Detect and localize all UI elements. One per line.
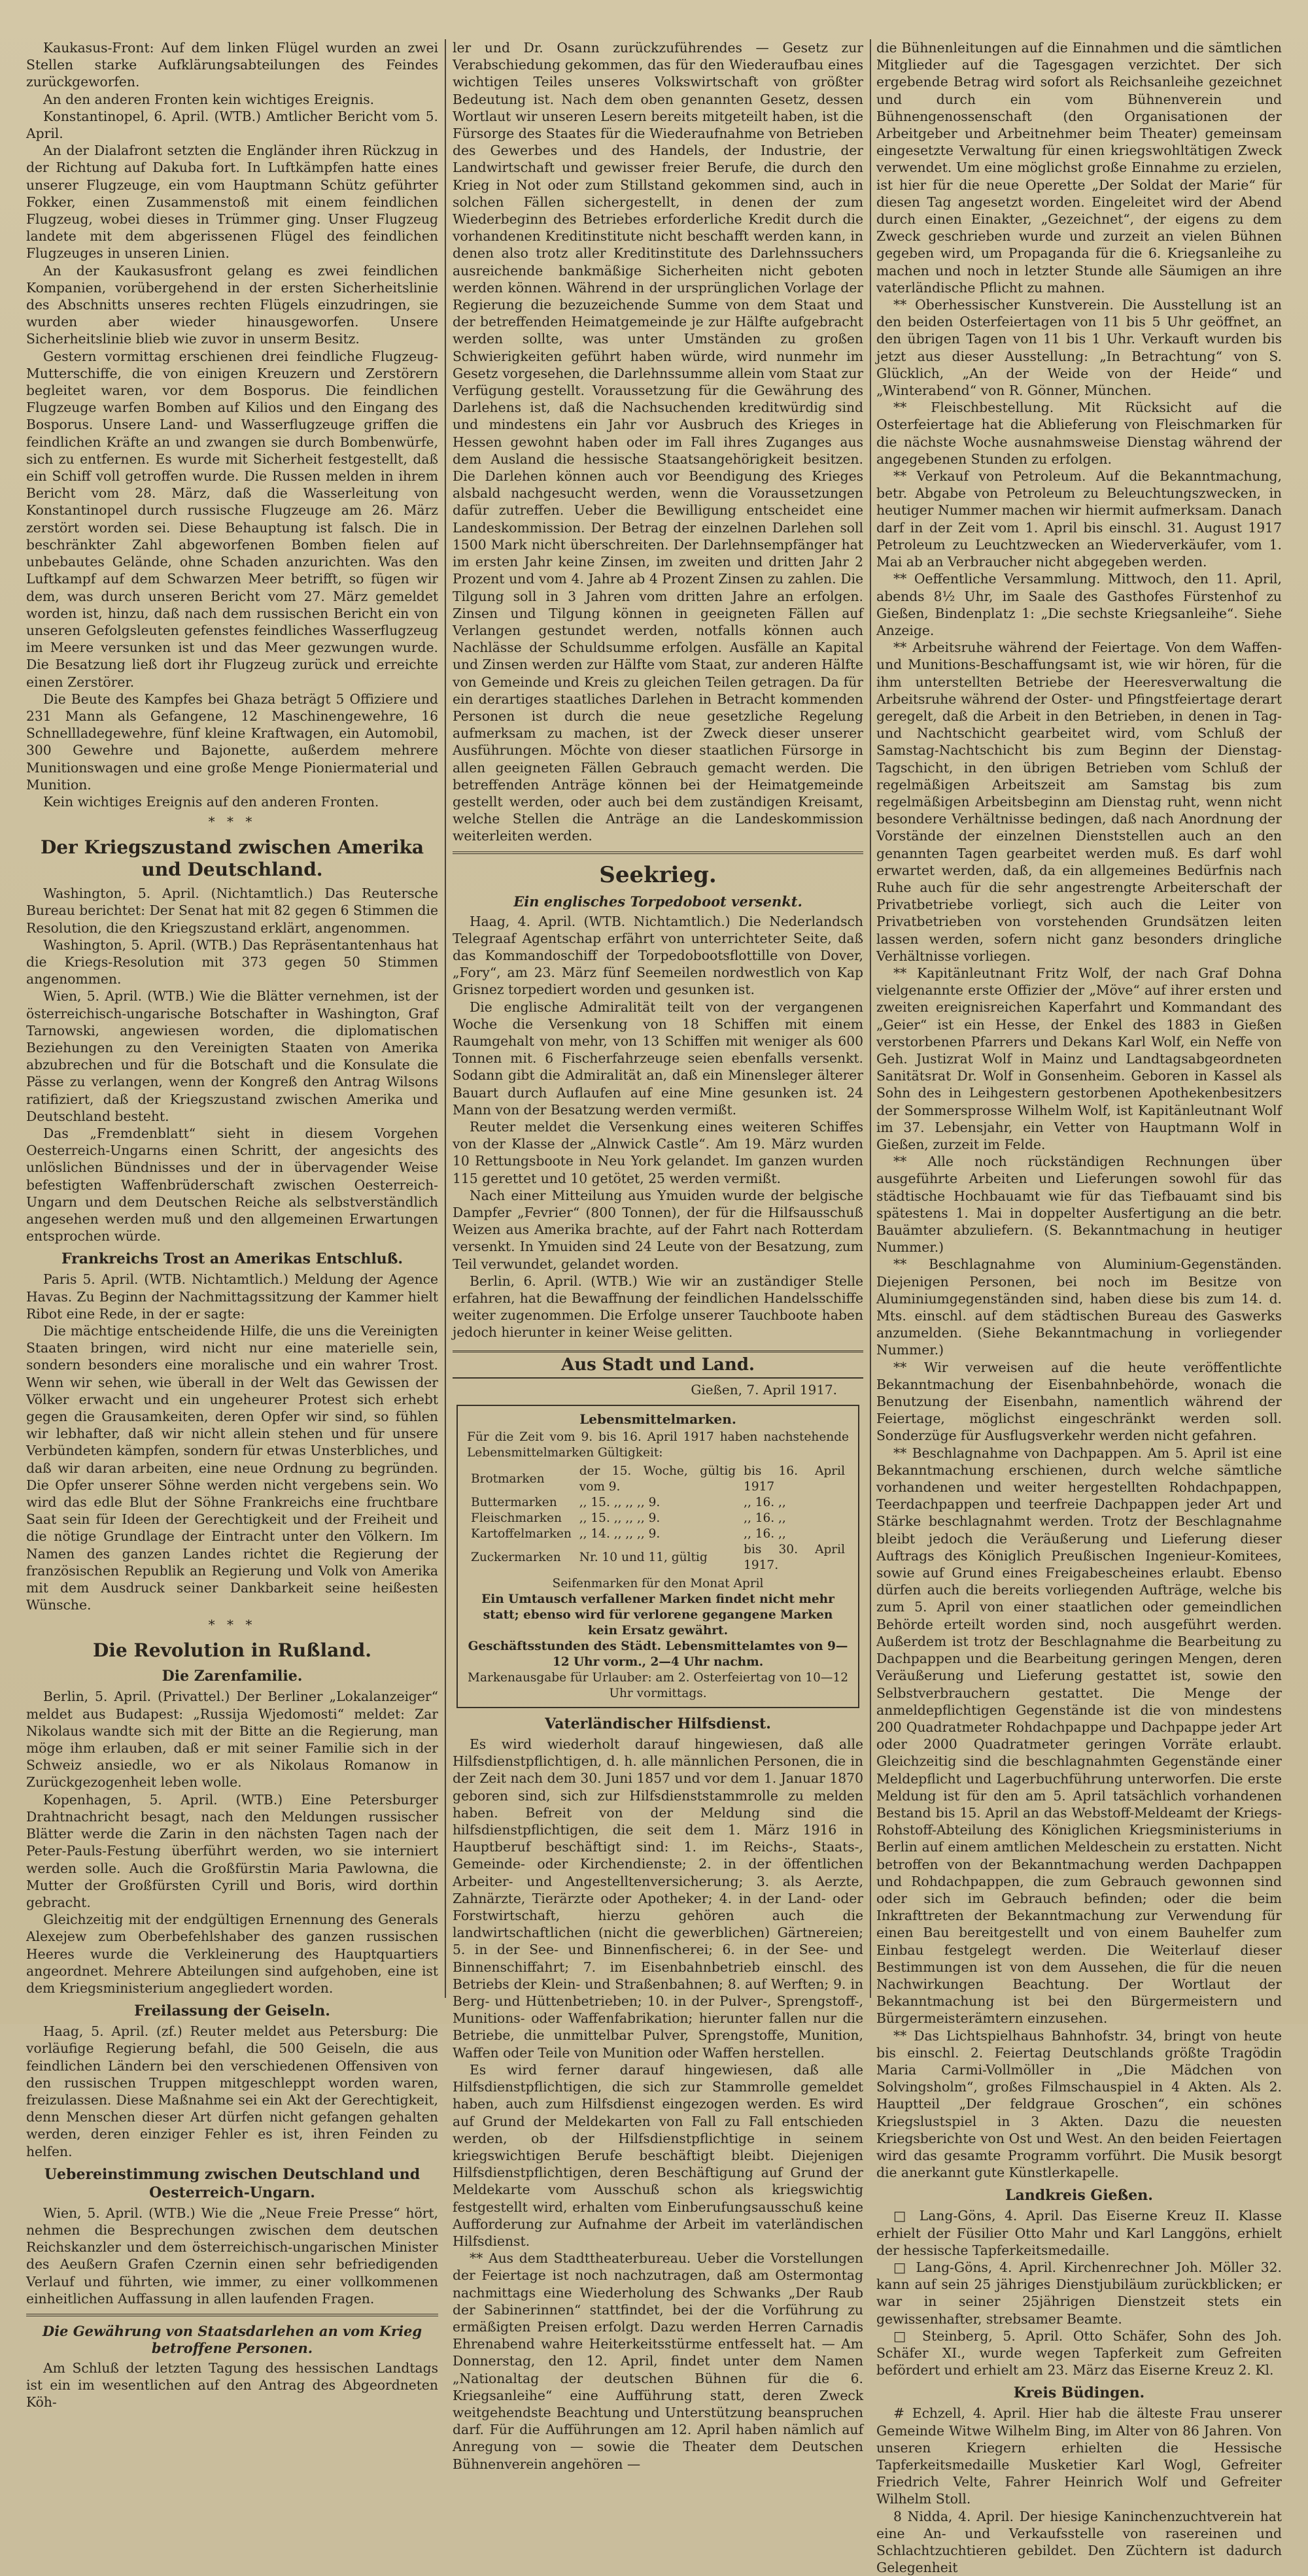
paragraph: Die mächtige entscheidende Hilfe, die uns die Vereinigten Staaten bringen, wird nicht nur eine materielle sein, sondern besonders eine moralische und ein wahrer Trost. Wenn wir sehen, wie überall in der Welt das Gewissen der Völker erwacht und ein ungeheurer Protest sich erhebt gegen die Grausamkeiten, deren Opfer wir sind, so fühlen wir lebhafter, daß wir nicht allein stehen und für unsere Verbündeten kämpfen, sondern für etwas Unsterbliches, und daß wir daran arbeiten, eine neue Ordnung zu begründen. Die Opfer unserer Söhne werden nicht vergebens sein. Wo wird das edle Blut der Söhne Frankreichs eine fruchtbare Saat sein für Ideen der Gerechtigkeit und der Freiheit und die nötige Grundlage der Eintracht unter den Völkern. Im Namen des ganzen Landes richtet die Regierung der französischen Republik an Regierung und Volk von Amerika mit dem Ausdruck seiner Dankbarkeit seine heißesten Wünsche. (26, 1323, 438, 1613)
sub-headline: Frankreichs Trost an Amerikas Entschluß. (61, 1250, 404, 1268)
paragraph: ** Fleischbestellung. Mit Rücksicht auf die Osterfeiertage hat die Ablieferung von Fleischmarken für die nächste Woche ausnahmsweise Dienstag während der angegebenen Stunden zu erfolgen. (876, 400, 1282, 467)
column-1 (26, 39, 438, 2411)
table-cell: bis 16. April 1917 (744, 1464, 845, 1494)
divider (453, 851, 863, 854)
paragraph: □ Lang-Göns, 4. April. Kirchenrechner Joh. Möller 32. kann auf sein 25 jähriges Dienstjubiläum zurückblicken; er war in seiner 25jährigen Dienstzeit stets ein gewissenhafter, strebsamer Beamte. (876, 2259, 1282, 2327)
paragraph: ** Alle noch rückständigen Rechnungen über ausgeführte Arbeiten und Lieferungen sowohl für das städtische Hochbauamt wie für das Tiefbauamt sind bis spätestens 1. Mai in doppelter Ausfertigung an die betr. Bauämter abzuliefern. (S. Bekanntmachung in heutiger Nummer.) (876, 1154, 1282, 1256)
paragraph: ** Kapitänleutnant Fritz Wolf, der nach Graf Dohna vielgenannte erste Offizier der „Möve“ auf ihrer ersten und zweiten ereignisreichen Kaperfahrt und Kommandant des „Geier“ ist ein Hesse, der Enkel des 1883 in Gießen verstorbenen Pfarrers und Dekans Karl Wolf, ein Neffe von Geh. Justizrat Wolf in Mainz und Landtagsabgeordneten Sanitätsrat Dr. Wolf in Gonsenheim. Geboren in Kassel als Sohn des in Leihgestern gestorbenen Apothekenbesitzers der Sommersprosse Wilhelm Wolf, ist Kapitänleutnant Wolf im 37. Lebensjahr, ein Vetter von Hauptmann Wolf in Gießen, zurzeit im Felde. (876, 965, 1282, 1152)
paragraph: □ Steinberg, 5. April. Otto Schäfer, Sohn des Joh. Schäfer XI., wurde wegen Tapferkeit zum Gefreiten befördert und erhielt am 23. März das Eiserne Kreuz 2. Kl. (876, 2327, 1282, 2379)
paragraph: Paris 5. April. (WTB. Nichtamtlich.) Meldung der Agence Havas. Zu Beginn der Nachmittagssitzung der Kammer hielt Ribot eine Rede, in der er sagte: (26, 1271, 438, 1322)
paragraph: ** Verkauf von Petroleum. Auf die Bekanntmachung, betr. Abgabe von Petroleum zu Beleuchtungszwecken, in heutiger Nummer machen wir hiermit aufmerksam. Danach darf in der Zeit vom 1. April bis einschl. 31. August 1917 Petroleum zu Leuchtzwecken an Wiederverkäufer, vom 1. Mai ab an Verbraucher nicht abgegeben werden. (876, 468, 1282, 570)
paragraph: 8 Nidda, 4. April. Der hiesige Kaninchenzuchtverein hat eine An- und Verkaufsstelle von rasereinen und Schlachtzuchtieren gebildet. Den Züchtern ist dadurch Gelegenheit (876, 2508, 1282, 2576)
sub-headline: Die Zarenfamilie. (162, 1668, 303, 1685)
paragraph: Reuter meldet die Versenkung eines weiteren Schiffes von der Klasse der „Alnwick Castle“. Am 19. März wurden 10 Rettungsboote in Neu York gelandet. Im ganzen wurden 115 gerettet und 10 getötet, 25 werden vermißt. (453, 1118, 863, 1186)
paragraph: Kaukasus-Front: Auf dem linken Flügel wurden an zwei Stellen starke Aufklärungsabteilungen des Feindes zurückgeworfen. (26, 40, 438, 90)
table-cell: Zuckermarken (471, 1551, 561, 1565)
table-cell: Nr. 10 und 11, gültig (579, 1551, 708, 1565)
table-row (467, 1464, 849, 1495)
paragraph: Es wird wiederholt darauf hingewiesen, daß alle Hilfsdienstpflichtigen, d. h. alle männlichen Personen, die in der Zeit nach dem 30. Juni 1857 und vor dem 1. Januar 1870 geboren sind, sich zur Hilfsdienststammrolle zu melden haben. Befreit von der Meldung sind die hilfsdienstpflichtigen, die seit dem 1. März 1916 in Hauptberuf beschäftigt sind: 1. im Reichs-, Staats-, Gemeinde- oder Kirchendienste; 2. in der öffentlichen Arbeiter- und Angestelltenversicherung; 3. als Aerzte, Zahnärzte, Tierärzte oder Apotheker; 4. in der Land- oder Forstwirtschaft, hierzu gehören auch die landwirtschaftlichen (nicht die gewerblichen) Gärtnereien; 5. in der See- und Binnenfischerei; 6. in der See- und Binnenschiffahrt; 7. im Eisenbahnbetrieb einschl. des Betriebs der Klein- und Straßenbahnen; 8. auf Werften; 9. in Berg- und Hüttenbetrieben; 10. in der Pulver-, Sprengstoff-, Munitions- oder Waffenfabrikation; hierunter fallen nur die Betriebe, die unmittelbar Pulver, Sprengstoffe, Munition, Waffen oder Teile von Munition oder Waffen herstellen. (453, 1736, 863, 2061)
paragraph: ** Arbeitsruhe während der Feiertage. Von dem Waffen- und Munitions-Beschaffungsamt ist, wie wir hören, für die ihm unterstellten Betriebe der Heeresverwaltung die Arbeitsruhe während der Oster- und Pfingstfeiertage derart geregelt, daß die Arbeit in den Betrieben, in denen in Tag- und Nachtschicht gearbeitet wird, vom Schluß der Samstag-Nachtschicht bis zum Beginn der Dienstag-Tagschicht, in den übrigen Betrieben vom Schluß der regelmäßigen Arbeitszeit am Samstag bis zum regelmäßigen Arbeitsbeginn am Dienstag ruht, wenn nicht besondere Verhältnisse bedingen, daß nach Anordnung der Vorstände der einzelnen Dienststellen auch an den genannten Tagen gearbeitet werden muß. Es darf wohl erwartet werden, daß, da ein allgemeines Bedürfnis nach Ruhe auch für die sehr angestrengte Arbeiterschaft der Privatbetriebe vorliegt, sich auch die Leiter von Privatbetrieben von vorstehenden Grundsätzen leiten lassen werden, sofern nicht ganz besonders dringliche Verhältnisse vorliegen. (876, 640, 1282, 964)
paragraph: # Echzell, 4. April. Hier hab die älteste Frau unserer Gemeinde Witwe Wilhelm Bing, im Alter von 86 Jahren. Von unseren Kriegern erhielten die Hessische Tapferkeitsmedaille Musketier Karl Wogl, Gefreiter Friedrich Velte, Fahrer Heinrich Wolf und Gefreiter Wilhelm Stoll. (876, 2405, 1282, 2507)
paragraph: Wien, 5. April. (WTB.) Wie die „Neue Freie Presse“ hört, nehmen die Besprechungen zwischen dem deutschen Reichskanzler und dem österreichisch-ungarischen Minister des Aeußern Grafen Czernin einen sehr befriedigenden Verlauf und führten, wie immer, zu einer vollkommenen einheitlichen Auffassung in allen laufenden Fragen. (26, 2205, 438, 2307)
notice-title: Lebensmittelmarken. (579, 1411, 736, 1428)
paragraph: Berlin, 6. April. (WTB.) Wie wir an zuständiger Stelle erfahren, hat die Bewaffnung der feindlichen Handelsschiffe weiter zugenommen. Die Erfolge unserer Tauchboote haben jedoch hierunter in keiner Weise gelitten. (453, 1273, 863, 1341)
notice-text: Seifenmarken für den Monat April (552, 1577, 764, 1591)
paragraph: Die Beute des Kampfes bei Ghaza beträgt 5 Offiziere und 231 Mann als Gefangene, 12 Maschinengewehre, 16 Schnellladegewehre, fünf kleine Kraftwagen, ein Automobil, 300 Gewehre und Bajonette, außerdem mehrere Munitionswagen und eine große Menge Pioniermaterial und Munition. (26, 691, 438, 793)
table-cell: ,, 16. ,, (744, 1511, 786, 1526)
table-cell: der 15. Woche, gültig vom 9. (579, 1464, 736, 1494)
article-headline: Der Kriegszustand zwischen Amerika und Deutschland. (40, 836, 424, 881)
paragraph: Nach einer Mitteilung aus Ymuiden wurde der belgische Dampfer „Fevrier“ (800 Tonnen), der für die Hilfsausschuß Weizen aus Amerika brachte, auf der Fahrt nach Rotterdam versenkt. In Ymuiden sind 24 Leute von der Besatzung, zum Teil verwundet, gelandet worden. (453, 1187, 863, 1272)
marken-table (467, 1464, 849, 1573)
paragraph: ** Beschlagnahme von Aluminium-Gegenständen. Diejenigen Personen, bei noch im Besitze von Aluminiumgegenständen sind, haben diese bis zum 14. d. Mts. einschl. auf dem städtischen Bureau des Gaswerks anzumelden. (Siehe Bekanntmachung in vorliegender Nummer.) (876, 1256, 1282, 1358)
table-row (467, 1511, 849, 1526)
section-headline: Aus Stadt und Land. (453, 1350, 863, 1379)
section-divider: * * * (208, 1617, 256, 1633)
paragraph: Berlin, 5. April. (Privattel.) Der Berliner „Lokalanzeiger“ meldet aus Budapest: „Russija Wjedomosti“ meldet: Zar Nikolaus wandte sich mit der Bitte an die Regierung, man möge ihm erlauben, daß er mit seiner Familie sich in der Schweiz ansiedle, wo er als Nikolaus Romanow in Zurückgezogenheit leben wolle. (26, 1689, 438, 1791)
section-divider: * * * (208, 814, 256, 830)
paragraph: Das „Fremdenblatt“ sieht in diesem Vorgehen Oesterreich-Ungarns einen Schritt, der angesichts des unlöslichen Bündnisses und der in übervagender Weise befestigten Waffenbrüderschaft zwischen Oesterreich-Ungarn und dem Deutschen Reiche als selbstverständlich angesehen werden muß und den allgemeinen Erwartungen entsprochen würde. (26, 1125, 438, 1245)
dateline: Gießen, 7. April 1917. (691, 1381, 837, 1398)
paragraph: Am Schluß der letzten Tagung des hessischen Landtags ist ein im wesentlichen auf den Antrag des Abgeordneten Köh- (26, 2360, 438, 2411)
sub-headline: Die Gewährung von Staatsdarlehen an vom Krieg betroffene Personen. (42, 2322, 422, 2356)
paragraph: An der Kaukasusfront gelang es zwei feindlichen Kompanien, vorübergehend in der ersten Sicherheitslinie des Abschnitts unseres rechten Flügels einzudringen, sie wurden aber wieder hinausgeworfen. Unsere Sicherheitslinie blieb wie zuvor in unserm Besitz. (26, 262, 438, 347)
table-cell: ,, 16. ,, (744, 1527, 786, 1541)
paragraph: ler und Dr. Osann zurückzuführendes — Gesetz zur Verabschiedung gekommen, das für den Wiederaufbau eines wichtigen Teiles unseres Volkswirtschaft von größter Bedeutung ist. Nach dem oben genannten Gesetz, dessen Wortlaut wir unseren Lesern bereits mitgeteilt haben, ist die Fürsorge des Staates für die Wiederaufnahme von Betrieben des Gewerbes und des Handels, der Industrie, der Landwirtschaft und gewisser freier Berufe, die durch den Krieg in Not oder zum Stillstand gekommen sind, auch in solchen Fällen sichergestellt, in denen der zum Wiederbeginn des Betriebes erforderliche Kredit durch die vorhandenen Kreditinstitute nicht beschafft werden kann, in denen also trotz aller Kreditinstitute des Darlehnssuchers ausreichende bankmäßige Sicherheiten nicht geboten werden können. Während in der ursprünglichen Vorlage der Regierung die bezuzeichende Summe von dem Staat und der betreffenden Heimatgemeinde je zur Hälfte aufgebracht werden sollte, was unter Umständen zu großen Schwierigkeiten geführt haben würde, wird nunmehr im Gesetz vorgesehen, die Darlehnssumme allein vom Staat zur Verfügung gestellt. Voraussetzung für die Gewährung des Darlehens ist, daß die Nachsuchenden kreditwürdig sind und mindestens ein Jahr vor Ausbruch des Krieges in Hessen gewohnt haben oder im Fall ihres Zuganges aus dem Ausland die hessische Staatsangehörigkeit besitzen. Die Darlehen können auch vor Beendigung des Krieges alsbald nachgesucht werden, wenn die Voraussetzungen dafür zutreffen. Ueber die Bewilligung entscheidet eine Landeskommission. Der Betrag der einzelnen Darlehen soll 1500 Mark nicht überschreiten. Der Darlehnsempfänger hat im ersten Jahr keine Zinsen, im zweiten und dritten Jahr 2 Prozent und vom 4. Jahre ab 4 Prozent Zinsen zu zahlen. Die Tilgung soll in 3 Jahren vom dritten Jahre an erfolgen. Zinsen und Tilgung können in geeigneten Fällen auf Verlangen gestundet werden, notfalls können auch Nachlässe der Schuldsumme erfolgen. Ausfälle an Kapital und Zinsen werden zur Hälfte vom Staat, zur anderen Hälfte von Gemeinde und Kreis zu gleichen Teilen getragen. Da für ein derartiges staatliches Darlehen in Betracht kommenden Personen ist durch die neue gesetzliche Regelung aufmerksam zu machen, ist der Zweck dieser unserer Ausführungen. Möchte von dieser staatlichen Fürsorge in allen geeigneten Fällen Gebrauch gemacht werden. Die betreffenden Anträge können bei der Heimatgemeinde gestellt werden, oder auch bei dem zuständigen Kreisamt, welche Stellen die Anträge an die Landeskommission weiterleiten werden. (453, 40, 863, 844)
paragraph: Es wird ferner darauf hingewiesen, daß alle Hilfsdienstpflichtigen, die sich zur Stammrolle gemeldet haben, auch zum Hilfsdienst eingezogen werden. Es wird auf Grund der Meldekarten von Fall zu Fall entschieden werden, ob der Hilfsdienstpflichtige in seinem kriegswichtigen Berufe beschäftigt bleibt. Diejenigen Hilfsdienstpflichtigen, deren Beschäftigung auf Grund der Meldekarte vom Ausschuß schon als kriegswichtig festgestellt wird, erhalten vom Einberufungsausschuß keine Aufforderung zur Aufnahme der Arbeit im vaterländischen Hilfsdienst. (453, 2061, 863, 2249)
paragraph: Konstantinopel, 6. April. (WTB.) Amtlicher Bericht vom 5. April. (26, 108, 438, 142)
table-cell: Buttermarken (471, 1496, 557, 1510)
table-cell: ,, 16. ,, (744, 1496, 786, 1510)
article-headline: Die Revolution in Rußland. (93, 1640, 371, 1662)
sub-headline: Kreis Büdingen. (1013, 2384, 1145, 2402)
table-cell: Brotmarken (471, 1472, 545, 1486)
table-row (467, 1542, 849, 1573)
column-3 (876, 39, 1282, 2576)
paragraph: Wien, 5. April. (WTB.) Wie die Blätter vernehmen, ist der österreichisch-ungarische Botschafter in Washington, Graf Tarnowski, angewiesen worden, die diplomatischen Beziehungen zu den Vereinigten Staaten von Amerika abzubrechen und für die Botschaft und die Konsulate die Pässe zu verlangen, wenn der Kongreß den Antrag Wilsons ratifiziert, daß der Kriegszustand zwischen Amerika und Deutschland besteht. (26, 988, 438, 1124)
table-cell: Kartoffelmarken (471, 1527, 572, 1541)
paragraph: ** Oeffentliche Versammlung. Mittwoch, den 11. April, abends 8½ Uhr, im Saale des Gasthofes Fürstenhof zu Gießen, Bindenplatz 1: „Die sechste Kriegsanleihe“. Siehe Anzeige. (876, 571, 1282, 638)
table-cell: Fleischmarken (471, 1511, 562, 1526)
paragraph: Kopenhagen, 5. April. (WTB.) Eine Petersburger Drahtnachricht besagt, nach den Meldungen russischer Blätter werde die Zarin in den nächsten Tagen nach der Peter-Pauls-Festung überführt werden, wo sie interniert werden solle. Auch die Großfürstin Maria Pawlowna, die Mutter der Großfürsten Cyrill und Boris, wird dorthin gebracht. (26, 1791, 438, 1910)
column-rule (870, 39, 871, 1998)
paragraph: An den anderen Fronten kein wichtiges Ereignis. (43, 91, 375, 107)
notice-text: Geschäftsstunden des Städt. Lebensmittelamtes von 9—12 Uhr vorm., 2—4 Uhr nachm. (468, 1640, 848, 1670)
sub-headline: Vaterländischer Hilfsdienst. (545, 1715, 771, 1733)
paragraph: □ Lang-Göns, 4. April. Das Eiserne Kreuz II. Klasse erhielt der Füsilier Otto Mahr und Karl Langgöns, erhielt der hessische Tapferkeitsmedaille. (876, 2208, 1282, 2258)
paragraph: Gleichzeitig mit der endgültigen Ernennung des Generals Alexejew zum Oberbefehlshaber des ganzen russischen Heeres wurde die Verkleinerung des Hauptquartiers angeordnet. Mehrere Abteilungen sind aufgehoben, eine ist dem Kriegsministerium angegliedert worden. (26, 1912, 438, 1996)
table-cell: ,, 14. ,, ,, ,, 9. (579, 1527, 661, 1541)
paragraph: Die englische Admiralität teilt von der vergangenen Woche die Versenkung von 18 Schiffen mit einem Raumgehalt von mehr, von 13 Schiffen mit weniger als 600 Tonnen mit. 6 Fischerfahrzeuge seien ebenfalls versenkt. Sodann gibt die Admiralität an, daß ein Minensleger älterer Bauart durch Auflaufen auf eine Mine gesunken ist. 24 Mann von der Besatzung werden vermißt. (453, 999, 863, 1118)
paragraph: Gestern vormittag erschienen drei feindliche Flugzeug-Mutterschiffe, die von einigen Kreuzern und Zerstörern begleitet waren, vor dem Bosporus. Die feindlichen Flugzeuge warfen Bomben auf Kilios und den Eingang des Bosporus. Unsere Land- und Wasserflugzeuge griffen die feindlichen Kräfte an und zwangen sie durch Bombenwürfe, sich zu entfernen. Es wurde mit Sicherheit festgestellt, daß ein Schiff voll getroffen wurde. Die Russen melden in ihrem Bericht vom 28. März, daß die Wasserleitung von Konstantinopel durch russische Flugzeuge am 26. März zerstört worden sei. Diese Behauptung ist falsch. Die in beschränkter Zahl abgeworfenen Bomben fielen auf unbebautes Gelände, ohne Schaden anzurichten. Was den Luftkampf auf dem Schwarzen Meer betrifft, so fügen wir dem, was durch unseren Bericht vom 27. März gemeldet worden ist, hinzu, daß nach dem russischen Bericht ein von unseren Gefolgsleuten gefenstes feindliches Wasserflugzeug im Meere versunken ist und das Meer gezwungen wurde. Die Besatzung ließ dort ihr Flugzeug zurück und erreichte einen Zerstörer. (26, 348, 438, 690)
paragraph: Haag, 5. April. (zf.) Reuter meldet aus Petersburg: Die vorläufige Regierung befahl, die 500 Geiseln, die aus feindlichen Ländern bei den verschiedenen Offensiven von den russischen Truppen mitgeschleppt worden waren, freizulassen. Diese Maßnahme sei ein Akt der Gerechtigkeit, denn Menschen dieser Art dürfen nicht gefangen gehalten werden, deren einziger Fehler es ist, ihren Feinden zu helfen. (26, 2023, 438, 2159)
column-rule (445, 39, 446, 1998)
notice-text: Ein Umtausch verfallener Marken findet nicht mehr statt; ebenso wird für verlorene gegangene Marken kein Ersatz gewährt. (481, 1592, 835, 1638)
paragraph: ** Oberhessischer Kunstverein. Die Ausstellung ist an den beiden Osterfeiertagen von 11 bis 5 Uhr geöffnet, an den übrigen Tagen von 11 bis 1 Uhr. Verkauft wurden bis jetzt aus dieser Ausstellung: „In Betrachtung“ von S. Glücklich, „An der Weide von der Heide“ und „Winterabend“ von R. Gönner, München. (876, 297, 1282, 399)
paragraph: Haag, 4. April. (WTB. Nichtamtlich.) Die Nederlandsch Telegraaf Agentschap erfährt von unterrichteter Seite, daß das Kommandoschiff der Torpedobootsflottille von Dover, „Fory“, am 23. März fünf Seemeilen nordwestlich von Kap Grisnez torpediert worden und gesunken ist. (453, 913, 863, 998)
paragraph: ** Aus dem Stadttheaterbureau. Ueber die Vorstellungen der Feiertage ist noch nachzutragen, daß am Ostermontag nachmittags eine Wiederholung des Schwanks „Der Raub der Sabinerinnen“ stattfindet, bei der die Vorführung zu ermäßigten Preisen erfolgt. Dazu werden Herren Carnadis Ehrenabend wahre Heiterkeitsstürme entfesselt hat. — Am Donnerstag, den 12. April, findet unter dem Namen „Nationaltag der deutschen Bühnen für die 6. Kriegsanleihe“ eine Aufführung statt, deren Zweck weitgehendste Beachtung und Unterstützung beanspruchen darf. Für die Aufführungen am 12. April haben nämlich auf Anregung von — sowie die Theater dem Deutschen Bühnenverein angehören — (453, 2250, 863, 2472)
notice-text: Für die Zeit vom 9. bis 16. April 1917 haben nachstehende Lebensmittelmarken Gültigkeit: (467, 1430, 849, 1460)
paragraph: ** Wir verweisen auf die heute veröffentlichte Bekanntmachung der Eisenbahnbehörde, wonach die Benutzung der Eisenbahn, namentlich während der Feiertage, möglichst eingeschränkt werden soll. Sonderzüge für Ausflugsverkehr werden nicht gefahren. (876, 1359, 1282, 1444)
paragraph: ** Das Lichtspielhaus Bahnhofstr. 34, bringt von heute bis einschl. 2. Feiertag Deutschlands größte Tragödin Maria Carmi-Vollmöller in „Die Mädchen von Solvingsholm“, großes Filmschauspiel in 4 Akten. Als 2. Hauptteil „Der feldgraue Groschen“, ein schönes Kriegslustspiel in 3 Akten. Dazu die neuesten Kriegsberichte von Ost und West. An den beiden Feiertagen wird das gesamte Programm vorführt. Die Musik besorgt die anerkannt gute Künstlerkapelle. (876, 2027, 1282, 2181)
table-cell: bis 30. April 1917. (744, 1543, 845, 1573)
table-row (467, 1495, 849, 1511)
sub-headline: Uebereinstimmung zwischen Deutschland und Oesterreich-Ungarn. (44, 2165, 421, 2201)
table-cell: ,, 15. ,, ,, ,, 9. (579, 1511, 661, 1526)
section-headline: Seekrieg. (599, 861, 717, 888)
notice-text: Markenausgabe für Urlauber: am 2. Osterfeiertag von 10—12 Uhr vormittags. (468, 1671, 848, 1701)
paragraph: die Bühnenleitungen auf die Einnahmen und die sämtlichen Mitglieder auf die Tagesgagen verzichtet. Der sich ergebende Betrag wird sofort als Reichsanleihe gezeichnet und durch ein vom Bühnenverein und Bühnengenossenschaft (den Organisationen der Arbeitgeber und Arbeitnehmer beim Theater) gemeinsam eingesetzte Verwaltung für einen kriegswohltätigen Zweck verwendet. Um eine möglichst große Einnahme zu erzielen, ist hier für die neue Operette „Der Soldat der Marie“ für diesen Tag angesetzt worden. Eingeleitet wird der Abend durch einen Einakter, „Gezeichnet“, der eigens zu dem Zweck geschrieben wurde und zurzeit an vielen Bühnen gegeben wird, um Propaganda für die 6. Kriegsanleihe zu machen und noch in letzter Stunde alle Säumigen an ihre vaterländische Pflicht zu mahnen. (876, 40, 1282, 296)
sub-headline: Landkreis Gießen. (1005, 2187, 1153, 2205)
paragraph: Washington, 5. April. (WTB.) Das Repräsentantenhaus hat die Kriegs-Resolution mit 373 gegen 50 Stimmen angenommen. (26, 936, 438, 987)
divider (26, 2314, 438, 2316)
paragraph: An der Dialafront setzten die Engländer ihren Rückzug in der Richtung auf Dakuba fort. In Luftkämpfen hatte eines unserer Flugzeuge, ein vom Hauptmann Schütz geführter Fokker, einen Zusammenstoß mit einem feindlichen Flugzeug, wobei dieses in Trümmer ging. Unser Flugzeug landete mit dem abgerissenen Flügel des feindlichen Flugzeuges in unseren Linien. (26, 143, 438, 262)
paragraph: Kein wichtiges Ereignis auf den anderen Fronten. (43, 793, 379, 810)
paragraph: ** Beschlagnahme von Dachpappen. Am 5. April ist eine Bekanntmachung erschienen, durch welche sämtliche vorhandenen und weiter hergestellten Rohdachpappen, Teerdachpappen und teerfreie Dachpappen jeder Art und Stärke beschlagnahmt werden. Trotz der Beschlagnahme bleibt jedoch die Veräußerung und Lieferung dieser Auftrags des Königlich Preußischen Ingenieur-Komitees, sowie auf Grund eines Freigabescheines erlaubt. Ebenso dürfen auch die bereits vorliegenden Aufträge, welche bis zum 5. April von einer staatlichen oder gemeindlichen Behörde erteilt worden sind, noch ausgeführt werden. Außerdem ist trotz der Beschlagnahme die Bearbeitung zu Dachpappen und die Bearbeitung geringen Mengen, deren Veräußerung und Lieferung gestattet ist, sowie den Selbstverbrauchern gestattet. Die Menge der anmeldepflichtigen Gegenstände ist die von mindestens 200 Quadratmeter Rohdachpappe und Dachpappe jeder Art oder 2000 Quadratmeter geringen Vorräte erlaubt. Gleichzeitig sind die beschlagnahmten Gegenstände einer Meldepflicht und Lagerbuchführung unterworfen. Die erste Meldung ist für den am 5. April tatsächlich vorhandenen Bestand bis 15. April an das Webstoff-Meldeamt der Kriegs-Rohstoff-Abteilung des Königlichen Kriegsministeriums in Berlin auf einem amtlichen Meldeschein zu erstatten. Nicht betroffen von der Bekanntmachung werden Dachpappen und Rohdachpappen, die zum Gebrauch gewonnen sind oder sich im Gebrauch befinden; oder die beim Inkrafttreten der Bekanntmachung zur Verwendung für einen Bau bereitgestellt und von einem Bauhelfer zum Einbau festgelegt werden. Die Weiterlauf dieser Bestimmungen ist von dem Aussehen, die für die neuen Nachwirkungen Beachtung. Der Wortlaut der Bekanntmachung ist bei den Bürgermeistern und Bürgermeisterämtern einzusehen. (876, 1445, 1282, 2027)
table-cell: ,, 15. ,, ,, ,, 9. (579, 1496, 661, 1510)
paragraph: Washington, 5. April. (Nichtamtlich.) Das Reutersche Bureau berichtet: Der Senat hat mit 82 gegen 6 Stimmen die Resolution, die den Kriegszustand erklärt, angenommen. (26, 885, 438, 936)
table-row (467, 1526, 849, 1542)
sub-headline: Freilassung der Geiseln. (134, 2002, 330, 2020)
notice-box (456, 1405, 859, 1708)
sub-headline: Ein englisches Torpedoboot versenkt. (513, 893, 802, 910)
column-2 (453, 39, 863, 2472)
